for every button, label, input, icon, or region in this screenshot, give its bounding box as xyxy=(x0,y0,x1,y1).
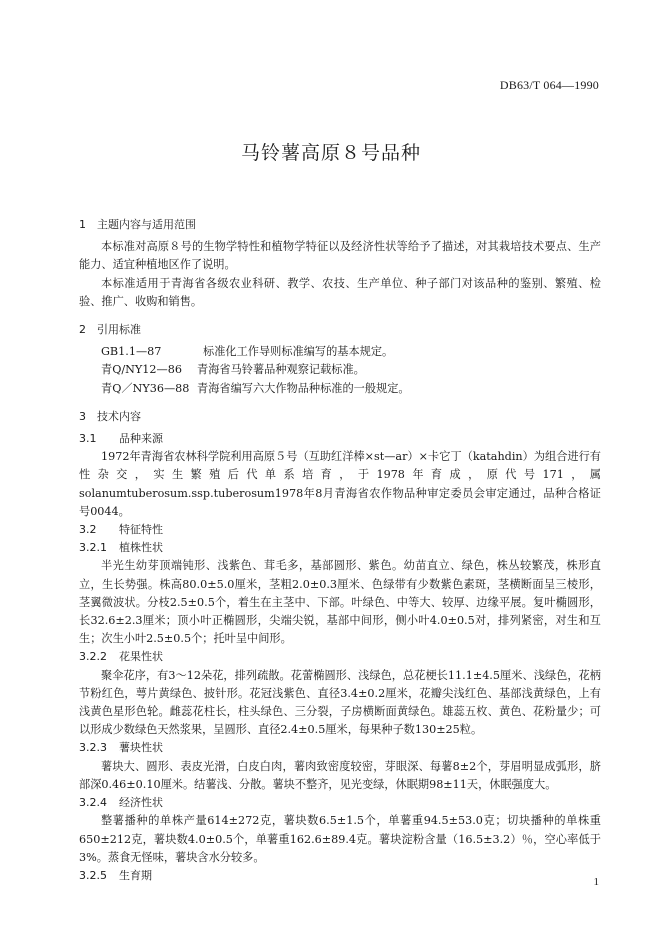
subsection-number: 3.2 xyxy=(79,523,97,537)
paragraph: 本标准对高原８号的生物学特性和植物学特征以及经济性状等给予了描述，对其栽培技术要点、生产能力、适宜种植地区作了说明。 xyxy=(79,240,601,272)
subsection-title: 品种来源 xyxy=(119,432,163,446)
reference-code: GB1.1—87 xyxy=(101,345,162,359)
section-heading-3 xyxy=(79,408,601,426)
subsection-title: 经济性状 xyxy=(119,796,163,810)
reference-list xyxy=(79,343,601,398)
subsection-heading xyxy=(79,867,601,885)
subsection-heading xyxy=(79,521,601,539)
reference-title: 青海省马铃薯品种观察记载标准。 xyxy=(197,363,365,377)
section-heading-2 xyxy=(79,321,601,339)
section-title: 技术内容 xyxy=(97,409,141,423)
reference-title: 标准化工作导则标准编写的基本规定。 xyxy=(203,345,394,359)
subsection-heading xyxy=(79,794,601,812)
reference-code: 青Q／NY36—88 xyxy=(101,381,190,395)
reference-item xyxy=(101,380,601,398)
subsection-title: 植株性状 xyxy=(119,541,163,555)
subsection-number: 3.2.4 xyxy=(79,796,107,810)
standard-code: DB63/T 064—1990 xyxy=(499,78,599,92)
document-body xyxy=(79,216,601,885)
paragraph: 1972年青海省农林科学院利用高原５号（互助红洋棒×st—ar）×卡它丁（katahdin）为组合进行有性杂交，实生繁殖后代单系培育，于1978年育成，原代号171，属solanumtuberosum.ssp.tuberosum1978年8月青海省农作物品种审定委员会审定通过，品种合格证号0044。 xyxy=(79,450,601,518)
subsection-number: 3.2.1 xyxy=(79,541,107,555)
section-title: 引用标准 xyxy=(97,323,141,337)
subsection-number: 3.2.5 xyxy=(79,868,107,882)
subsection-number: 3.1 xyxy=(79,432,97,446)
subsection-heading xyxy=(79,739,601,757)
subsection-number: 3.2.2 xyxy=(79,650,107,664)
paragraph: 薯块大、圆形、表皮光滑，白皮白肉，薯肉致密度较密，芽眼深、每薯8±2个，芽眉明显成弧形，脐部深0.46±0.10厘米。结薯浅、分散。薯块不整齐，见光变绿，休眠期98±11天，休眠强度大。 xyxy=(79,759,601,791)
paragraph: 整薯播种的单株产量614±272克，薯块数6.5±1.5个，单薯重94.5±53.0克；切块播种的单株重650±212克，薯块数4.0±0.5个，单薯重162.6±89.4克。薯块淀粉含量（16.5±3.2）％，空心率低于3%。蒸食无怪味，薯块含水分较多。 xyxy=(79,814,601,864)
paragraph: 本标准适用于青海省各级农业科研、教学、农技、生产单位、种子部门对该品种的鉴别、繁殖、检验、推广、收购和销售。 xyxy=(79,276,601,308)
page-title: 马铃薯高原８号品种 xyxy=(240,142,421,164)
subsection-title: 花果性状 xyxy=(119,650,163,664)
subsection-title: 生育期 xyxy=(119,868,152,882)
reference-title: 青海省编写六大作物品种标准的一般规定。 xyxy=(197,381,410,395)
paragraph: 半光生幼芽顶端钝形、浅紫色、茸毛多，基部圆形、紫色。幼苗直立、绿色，株丛较繁茂，株形直立，生长势强。株高80.0±5.0厘米，茎粗2.0±0.3厘米、色绿带有少数紫色素斑，茎横断面呈三棱形，茎翼微波状。分枝2.5±0.5个，着生在主茎中、下部。叶绿色、中等大、较厚、边缘平展。复叶椭圆形，长32.6±2.3厘米；顶小叶正椭圆形，尖端尖锐，基部中间形，侧小叶4.0±0.5对，排列紧密，对生和互生；次生小叶2.5±0.5个；托叶呈中间形。 xyxy=(79,559,601,646)
paragraph: 聚伞花序，有3～12朵花，排列疏散。花蕾椭圆形、浅绿色，总花梗长11.1±4.5厘米、浅绿色，花柄节粉红色，萼片黄绿色、披针形。花冠浅紫色、直径3.4±0.2厘米，花瓣尖浅红色、基部浅黄绿色，上有浅黄色星形色轮。雌蕊花柱长，柱头绿色、三分裂，子房横断面黄绿色。雄蕊五枚、黄色、花粉量少；可以形成少数绿色天然浆果，呈圆形、直径2.4±0.5厘米，每果种子数130±25粒。 xyxy=(79,668,601,737)
subsection-heading xyxy=(79,648,601,666)
subsection-heading xyxy=(79,430,601,448)
reference-item xyxy=(101,343,601,361)
section-heading-1 xyxy=(79,216,601,234)
subsection-heading xyxy=(79,539,601,557)
section-number: 3 xyxy=(79,409,86,423)
page-number: 1 xyxy=(593,876,599,888)
section-number: 2 xyxy=(79,323,86,337)
reference-code: 青Q/NY12—86 xyxy=(101,363,182,377)
section-title: 主题内容与适用范围 xyxy=(97,218,196,231)
subsection-title: 薯块性状 xyxy=(119,741,163,755)
subsection-title: 特征特性 xyxy=(119,523,163,537)
reference-item xyxy=(101,361,601,379)
subsection-number: 3.2.3 xyxy=(79,741,107,755)
section-number: 1 xyxy=(79,218,86,231)
